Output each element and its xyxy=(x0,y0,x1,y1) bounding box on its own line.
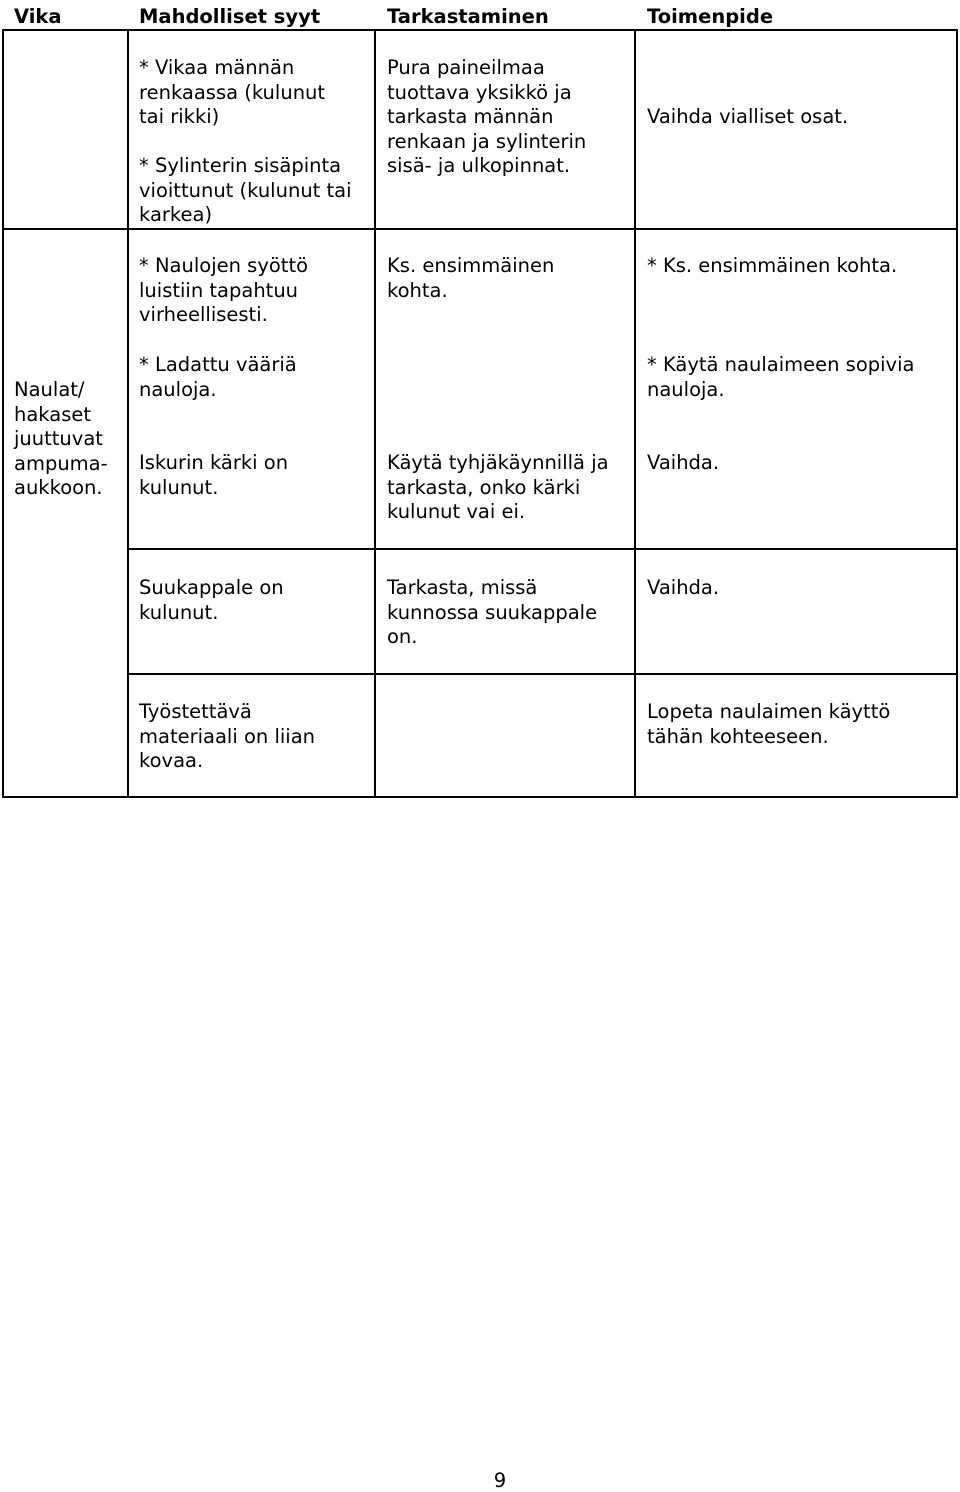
group-c-tarkastaminen xyxy=(387,451,609,525)
row1-syyt xyxy=(139,56,352,228)
rule-table-bottom xyxy=(2,796,958,798)
rule-group-bottom xyxy=(127,548,958,550)
rule-col2 xyxy=(127,29,129,798)
row1-toimenpide-text: Vaihda vialliset osat. xyxy=(647,105,849,128)
group-a-tarkastaminen xyxy=(387,254,554,303)
group-c-syyt-text: Iskurin kärki on kulunut. xyxy=(139,451,289,499)
group-b-toimenpide xyxy=(647,353,914,402)
row1-syyt-text2: * Sylinterin sisäpinta vioittunut (kulunut tai karkea) xyxy=(139,154,352,226)
row4-syyt xyxy=(139,700,315,774)
group-a-syyt-text: * Naulojen syöttö luistiin tapahtuu virheellisesti. xyxy=(139,254,309,326)
rule-col4 xyxy=(634,29,636,798)
row3-toimenpide-text: Vaihda. xyxy=(647,576,720,599)
group-a-toimenpide xyxy=(647,254,897,279)
group-vika-text: Naulat/ hakaset juuttuvat ampuma- aukkoon. xyxy=(14,378,108,499)
header-tarkastaminen: Tarkastaminen xyxy=(387,5,549,28)
group-vika xyxy=(14,378,108,501)
group-b-syyt xyxy=(139,353,297,402)
row3-toimenpide xyxy=(647,576,719,601)
row4-toimenpide xyxy=(647,700,890,749)
group-a-toimenpide-text: * Ks. ensimmäinen kohta. xyxy=(647,254,898,277)
row3-tarkastaminen-text: Tarkasta, missä kunnossa suukappale on. xyxy=(387,576,598,648)
page-number: 9 xyxy=(493,1469,507,1492)
rule-row3-bottom xyxy=(127,673,958,675)
row3-syyt-text: Suukappale on kulunut. xyxy=(139,576,284,624)
group-b-toimenpide-text: * Käytä naulaimeen sopivia nauloja. xyxy=(647,353,915,401)
group-a-syyt xyxy=(139,254,308,328)
row1-toimenpide xyxy=(647,105,848,130)
group-c-tarkastaminen-text: Käytä tyhjäkäynnillä ja tarkasta, onko kärki kulunut vai ei. xyxy=(387,451,609,523)
row1-tarkastaminen xyxy=(387,56,586,179)
row4-syyt-text: Työstettävä materiaali on liian kovaa. xyxy=(139,700,316,772)
row3-tarkastaminen xyxy=(387,576,597,650)
rule-header-bottom xyxy=(2,29,958,31)
group-c-toimenpide xyxy=(647,451,719,476)
rule-col3 xyxy=(374,29,376,798)
group-c-toimenpide-text: Vaihda. xyxy=(647,451,720,474)
rule-row1-bottom xyxy=(2,228,958,230)
row3-syyt xyxy=(139,576,284,625)
group-c-syyt xyxy=(139,451,288,500)
group-a-tarkastaminen-text: Ks. ensimmäinen kohta. xyxy=(387,254,555,302)
row4-toimenpide-text: Lopeta naulaimen käyttö tähän kohteeseen. xyxy=(647,700,891,748)
rule-left xyxy=(2,29,4,798)
row1-tarkastaminen-text: Pura paineilmaa tuottava yksikkö ja tarkasta männän renkaan ja sylinterin sisä- ja ulkopinnat. xyxy=(387,56,587,177)
header-syyt: Mahdolliset syyt xyxy=(139,5,321,28)
group-b-syyt-text: * Ladattu vääriä nauloja. xyxy=(139,353,297,401)
header-vika: Vika xyxy=(14,5,62,28)
header-toimenpide: Toimenpide xyxy=(647,5,774,28)
row1-syyt-text1: * Vikaa männän renkaassa (kulunut tai rikki) xyxy=(139,56,326,128)
rule-right xyxy=(956,29,958,798)
